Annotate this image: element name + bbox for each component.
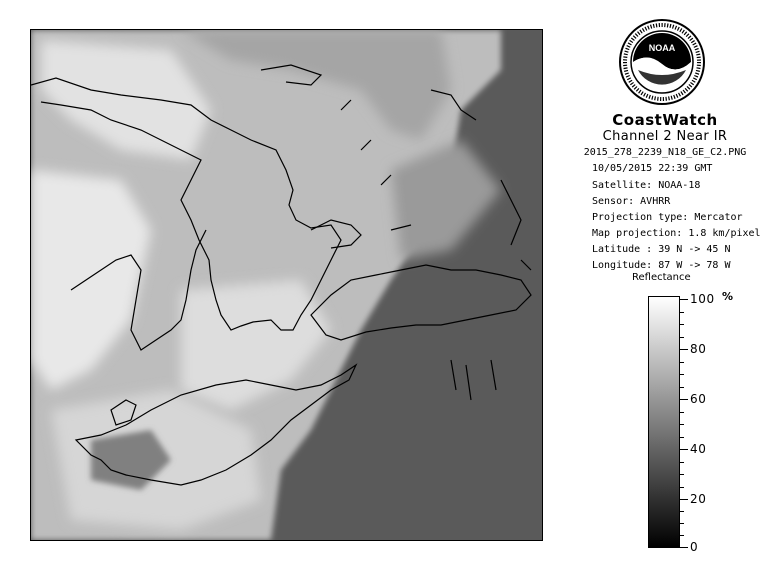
colorbar-minor-tick <box>680 374 684 375</box>
colorbar-minor-tick <box>680 412 684 413</box>
channel-name: Channel 2 Near IR <box>602 129 728 144</box>
colorbar-minor-tick <box>680 437 684 438</box>
product-title: CoastWatch <box>612 111 718 129</box>
colorbar-major-tick <box>680 349 688 350</box>
colorbar-label-20: 20 <box>690 492 707 506</box>
colorbar-label-40: 40 <box>690 442 707 456</box>
colorbar-minor-tick <box>680 535 684 536</box>
colorbar-minor-tick <box>680 523 684 524</box>
satellite-image <box>31 30 542 540</box>
acquisition-datetime: 10/05/2015 22:39 GMT <box>592 163 713 174</box>
colorbar-major-tick <box>680 399 688 400</box>
colorbar-minor-tick <box>680 324 684 325</box>
sensor-label: Sensor: AVHRR <box>592 196 671 207</box>
colorbar-major-tick <box>680 499 688 500</box>
colorbar-minor-tick <box>680 474 684 475</box>
colorbar-minor-tick <box>680 487 684 488</box>
colorbar-minor-tick <box>680 462 684 463</box>
colorbar-label-60: 60 <box>690 392 707 406</box>
colorbar-minor-tick <box>680 387 684 388</box>
noaa-logo <box>618 18 706 106</box>
colorbar-minor-tick <box>680 511 684 512</box>
colorbar-label-0: 0 <box>690 540 699 554</box>
image-filename: 2015_278_2239_N18_GE_C2.PNG <box>583 147 747 158</box>
reflectance-colorbar <box>648 296 680 548</box>
colorbar-minor-tick <box>680 424 684 425</box>
satellite-image-panel[interactable] <box>30 29 543 541</box>
colorbar-minor-tick <box>680 337 684 338</box>
map-projection-label: Map projection: 1.8 km/pixel <box>592 228 761 239</box>
legend-title: Reflectance <box>632 272 691 283</box>
colorbar-minor-tick <box>680 312 684 313</box>
colorbar-major-tick <box>680 547 688 548</box>
logo-text: NOAA <box>648 43 676 53</box>
satellite-label: Satellite: NOAA-18 <box>592 180 701 191</box>
colorbar-minor-tick <box>680 362 684 363</box>
projection-type-label: Projection type: Mercator <box>592 212 743 223</box>
colorbar-major-tick <box>680 449 688 450</box>
colorbar-major-tick <box>680 299 688 300</box>
longitude-label: Longitude: 87 W -> 78 W <box>592 260 731 271</box>
colorbar-label-80: 80 <box>690 342 707 356</box>
legend-unit: % <box>722 290 734 303</box>
colorbar-label-100: 100 <box>690 292 715 306</box>
latitude-label: Latitude : 39 N -> 45 N <box>592 244 731 255</box>
noaa-emblem-icon <box>618 18 706 106</box>
